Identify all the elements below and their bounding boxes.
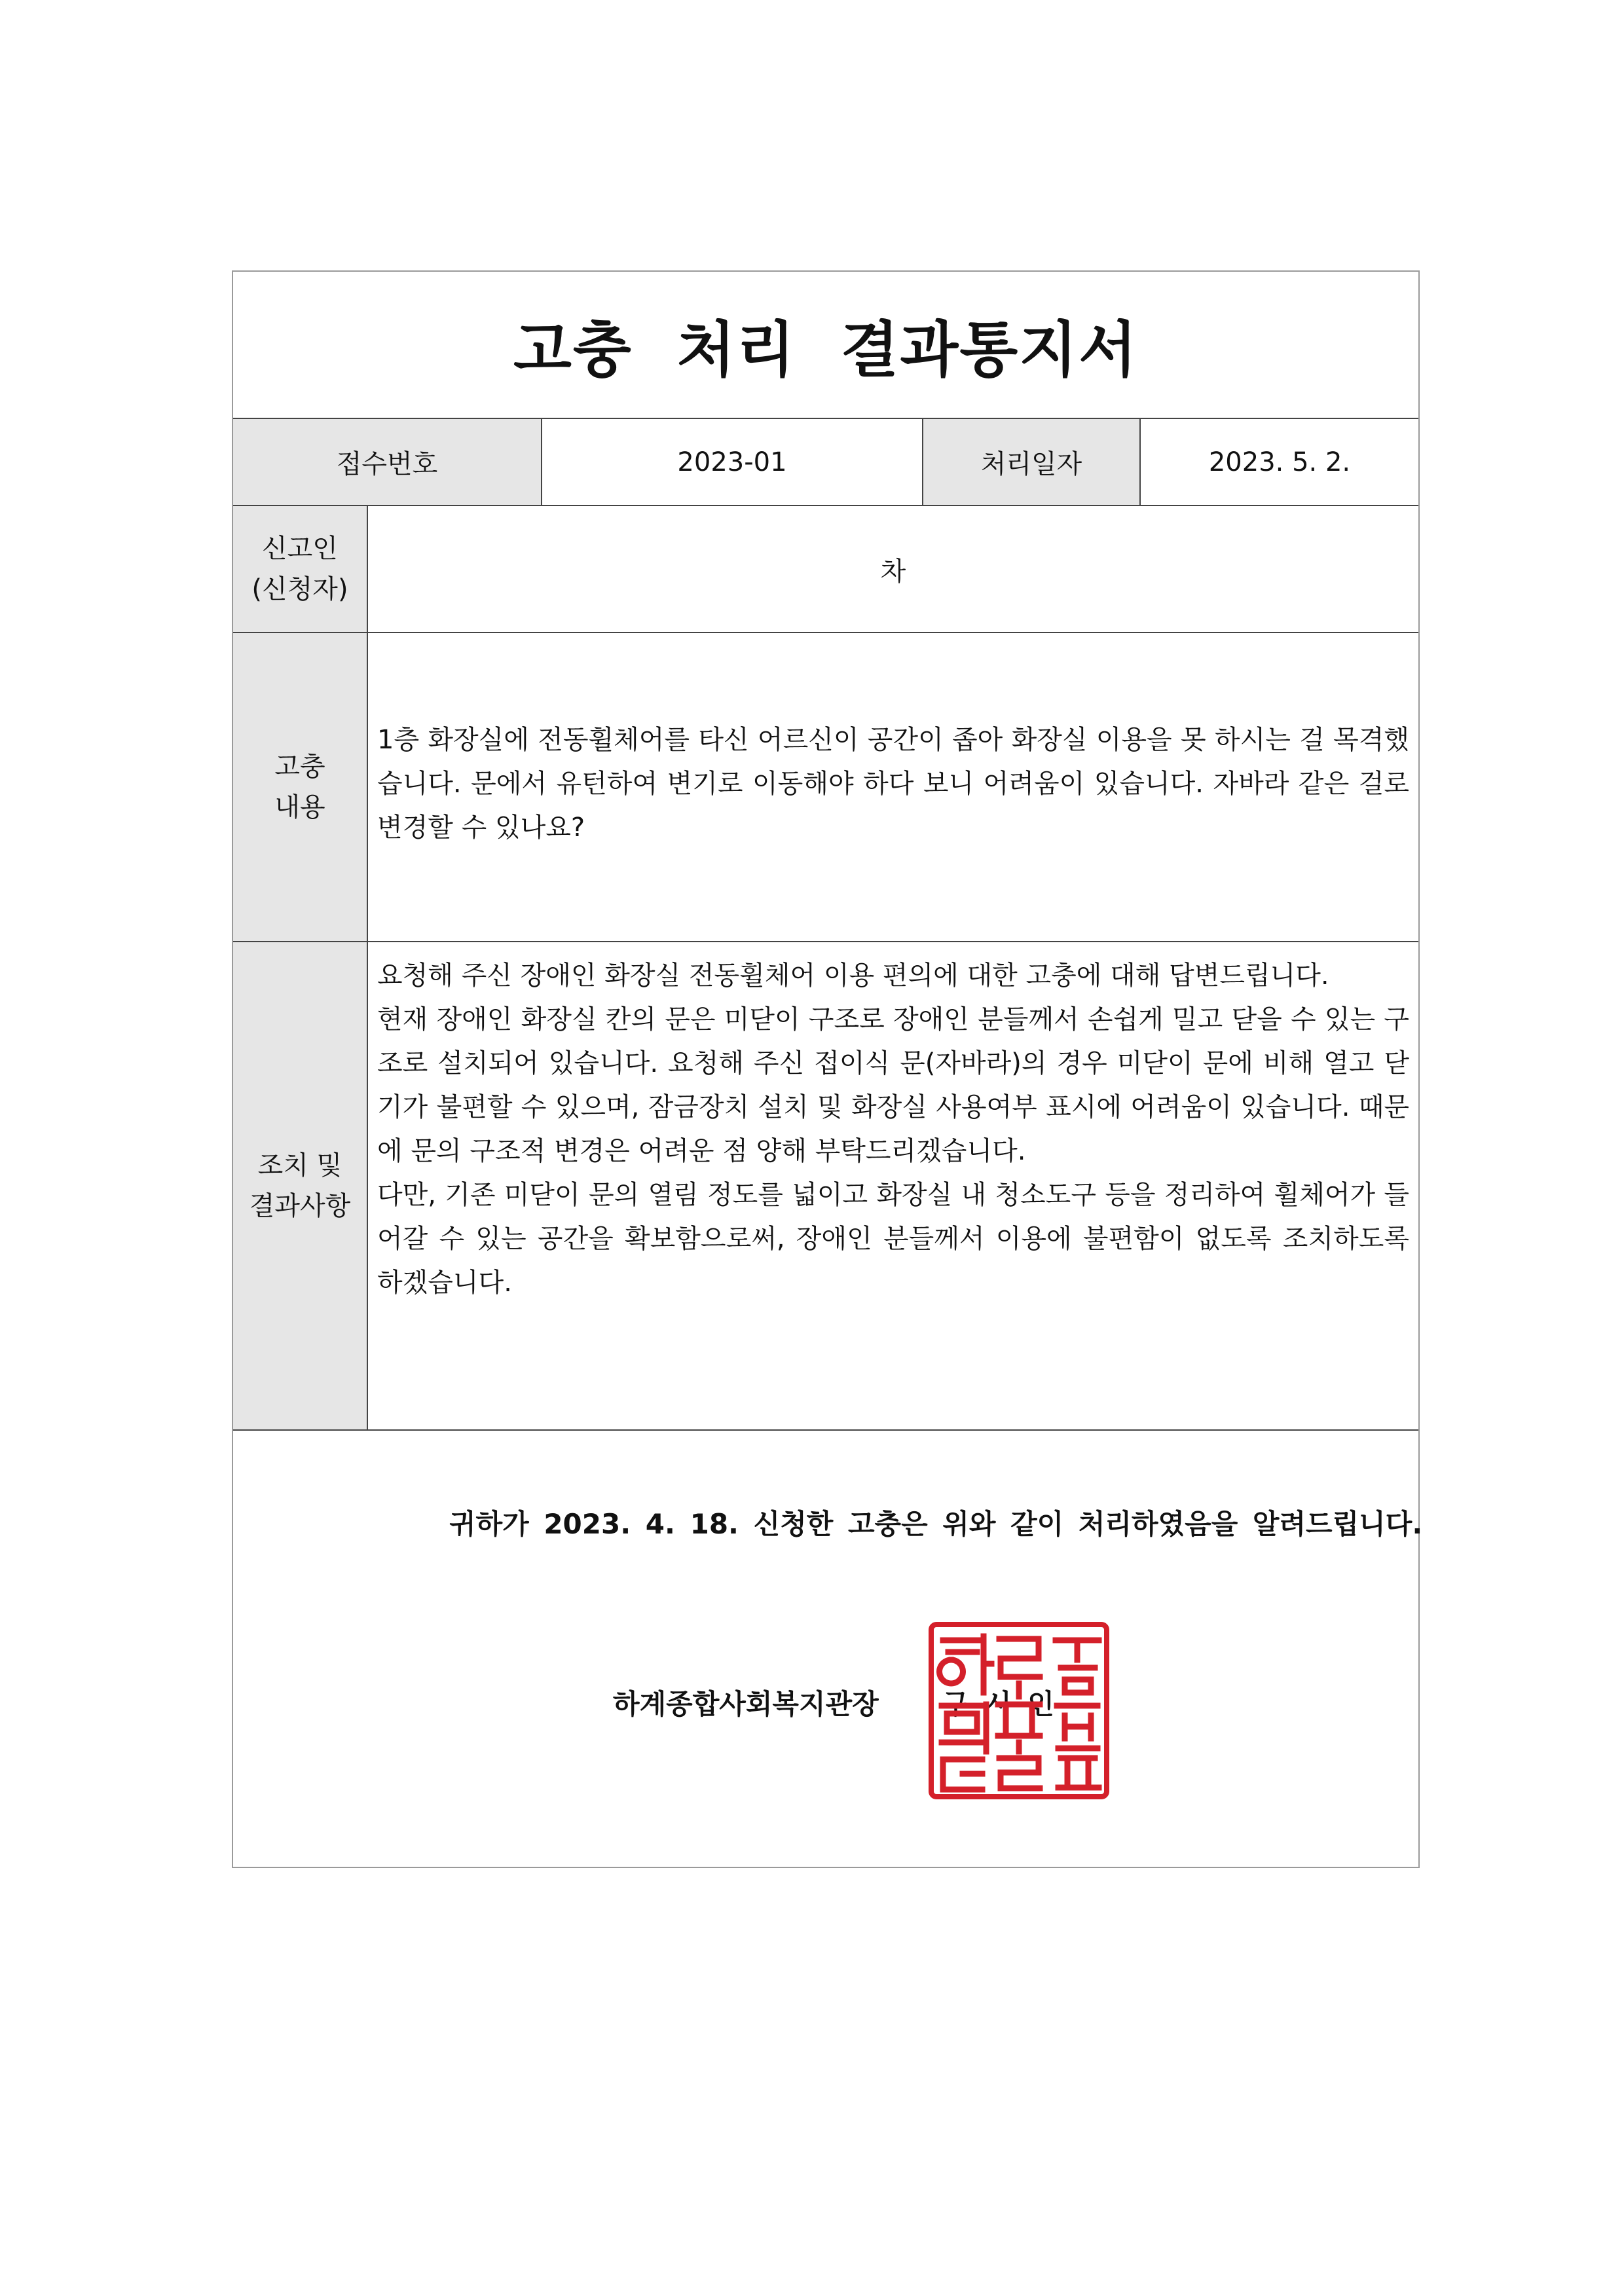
title-row: [233, 272, 1418, 419]
complaint-label-sub: 내용: [274, 792, 325, 822]
applicant-label-sub: (신청자): [251, 574, 348, 604]
notification-form: [232, 270, 1423, 1868]
divider: [233, 632, 1418, 633]
processed-date-label: 처리일자: [923, 419, 1139, 506]
applicant-label-cell: [233, 506, 367, 632]
signer-name: 구 시 인: [942, 1688, 1054, 1720]
official-seal: [927, 1621, 1111, 1801]
receipt-no-label: 접수번호: [233, 419, 541, 506]
divider: [233, 941, 1418, 942]
complaint-label: 고충: [274, 752, 325, 782]
action-paragraph: 요청해 주신 장애인 화장실 전동휠체어 이용 편의에 대한 고충에 대해 답변드립니다.: [377, 961, 1329, 991]
applicant-value: 차: [880, 556, 906, 587]
action-label-cell: [233, 942, 367, 1429]
divider: [922, 419, 923, 506]
action-paragraph: 다만, 기존 미닫이 문의 열림 정도를 넓이고 화장실 내 청소도구 등을 정리하여 휠체어가 들어갈 수 있는 공간을 확보함으로써, 장애인 분들께서 이용에 불편함이 없도록 조치하도록 하겠습니다.: [377, 1180, 1409, 1298]
seal-glyphs: [940, 1636, 1099, 1790]
action-label-sub: 결과사항: [249, 1191, 351, 1221]
action-text: [368, 954, 1418, 1305]
complaint-text: 1층 화장실에 전동휠체어를 타신 어르신이 공간이 좁아 화장실 이용을 못 하시는 걸 목격했습니다. 문에서 유턴하여 변기로 이동해야 하다 보니 어려움이 있습니다. 자바라 같은 걸로 변경할 수 있나요?: [377, 725, 1409, 843]
complaint-label-cell: [233, 633, 367, 941]
divider: [541, 419, 542, 506]
action-label: 조치 및: [257, 1150, 342, 1181]
processed-date-value: 2023. 5. 2.: [1141, 419, 1418, 506]
receipt-no-value: 2023-01: [542, 419, 922, 506]
signer-org: 하계종합사회복지관장: [613, 1688, 879, 1720]
page-title: 고충 처리 결과통지서: [513, 314, 1138, 385]
divider: [1139, 419, 1141, 506]
applicant-label: 신고인: [262, 534, 338, 564]
divider: [233, 1429, 1418, 1431]
notice-text: 귀하가 2023. 4. 18. 신청한 고충은 위와 같이 처리하였음을 알려드립니다.: [449, 1508, 1423, 1540]
action-paragraph: 현재 장애인 화장실 칸의 문은 미닫이 구조로 장애인 분들께서 손쉽게 밀고 닫을 수 있는 구조로 설치되어 있습니다. 요청해 주신 접이식 문(자바라)의 경우 미닫이 문에 비해 열고 닫기가 불편할 수 있으며, 잠금장치 설치 및 화장실 사용여부 표시에 어려움이 있습니다. 때문에 문의 구조적 변경은 어려운 점 양해 부탁드리겠습니다.: [377, 1004, 1409, 1166]
